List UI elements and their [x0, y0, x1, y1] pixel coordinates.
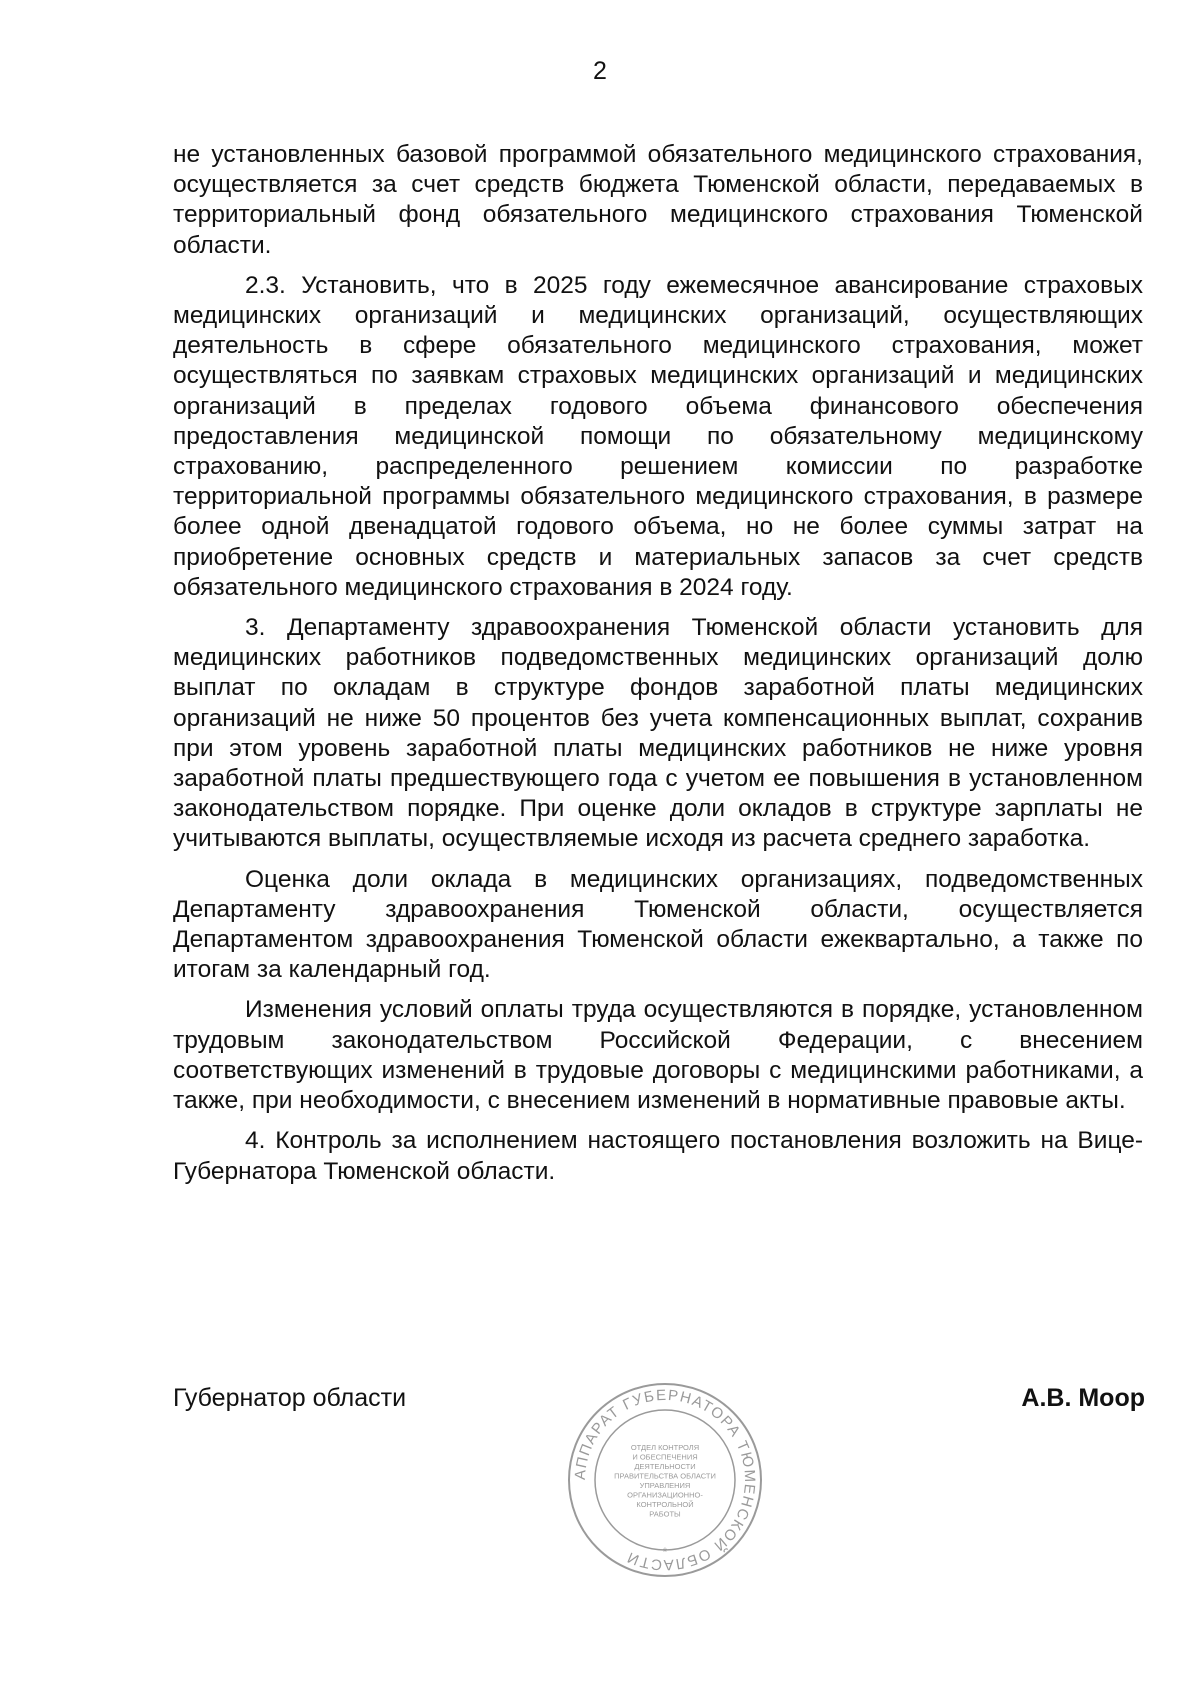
- paragraph-continuation: не установленных базовой программой обязательного медицинского страхования, осуществляется за счет средств бюджета Тюменской области, передаваемых в территориальный фонд обязательного медицинского страхования Тюменской области.: [173, 141, 1143, 259]
- paragraph-4: 4. Контроль за исполнением настоящего постановления возложить на Вице-Губернатора Тюменской области.: [173, 1127, 1143, 1185]
- stamp-inner-line: ОТДЕЛ КОНТРОЛЯ: [630, 1442, 700, 1452]
- page-number: 2: [593, 57, 607, 85]
- official-stamp: [565, 1380, 765, 1580]
- stamp-star: *: [662, 1545, 668, 1559]
- stamp-inner-line: УПРАВЛЕНИЯ: [639, 1480, 691, 1490]
- stamp-inner-text: [614, 1443, 716, 1519]
- paragraph-pay-changes: Изменения условий оплаты труда осуществляются в порядке, установленном трудовым законодательством Российской Федерации, с внесением соответствующих изменений в трудовые договоры с медицинскими работниками, а также, при необходимости, с внесением изменений в нормативные правовые акты.: [173, 996, 1143, 1115]
- stamp-inner-line: КОНТРОЛЬНОЙ: [636, 1499, 694, 1509]
- stamp-inner-line: ДЕЯТЕЛЬНОСТИ: [634, 1461, 696, 1471]
- document-body: [173, 140, 1143, 1197]
- stamp-inner-line: ОРГАНИЗАЦИОННО-: [627, 1490, 703, 1500]
- paragraph-salary-assessment: Оценка доли оклада в медицинских организациях, подведомственных Департаменту здравоохранения Тюменской области, осуществляется Департаментом здравоохранения Тюменской области ежеквартально, а также по итогам за календарный год.: [173, 865, 1143, 984]
- signatory-position: Губернатор области: [173, 1384, 407, 1412]
- stamp-inner-line: РАБОТЫ: [649, 1509, 681, 1519]
- stamp-outer-text: АППАРАТ ГУБЕРНАТОРА ТЮМЕНСКОЙ ОБЛАСТИ: [571, 1386, 759, 1574]
- signatory-name: А.В. Моор: [1021, 1384, 1145, 1412]
- paragraph-2-3: 2.3. Установить, что в 2025 году ежемесячное авансирование страховых медицинских организаций и медицинских организаций, осуществляющих деятельность в сфере обязательного медицинского страхования, может осуществляться по заявкам страховых медицинских организаций и медицинских организаций в пределах годового объема финансового обеспечения предоставления медицинской помощи по обязательному медицинскому страхованию, распределенного решением комиссии по разработке территориальной программы обязательного медицинского страхования, в размере более одной двенадцатой годового объема, но не более суммы затрат на приобретение основных средств и материальных запасов за счет средств обязательного медицинского страхования в 2024 году.: [173, 271, 1143, 601]
- stamp-inner-line: И ОБЕСПЕЧЕНИЯ: [632, 1452, 698, 1462]
- paragraph-3: 3. Департаменту здравоохранения Тюменской области установить для медицинских работников подведомственных медицинских организаций долю выплат по окладам в структуре фондов заработной платы медицинских организаций не ниже 50 процентов без учета компенсационных выплат, сохранив при этом уровень заработной платы медицинских работников не ниже уровня заработной платы предшествующего года с учетом ее повышения в установленном законодательством порядке. При оценке доли окладов в структуре зарплаты не учитываются выплаты, осуществляемые исходя из расчета среднего заработка.: [173, 614, 1143, 853]
- stamp-inner-line: ПРАВИТЕЛЬСТВА ОБЛАСТИ: [614, 1471, 716, 1481]
